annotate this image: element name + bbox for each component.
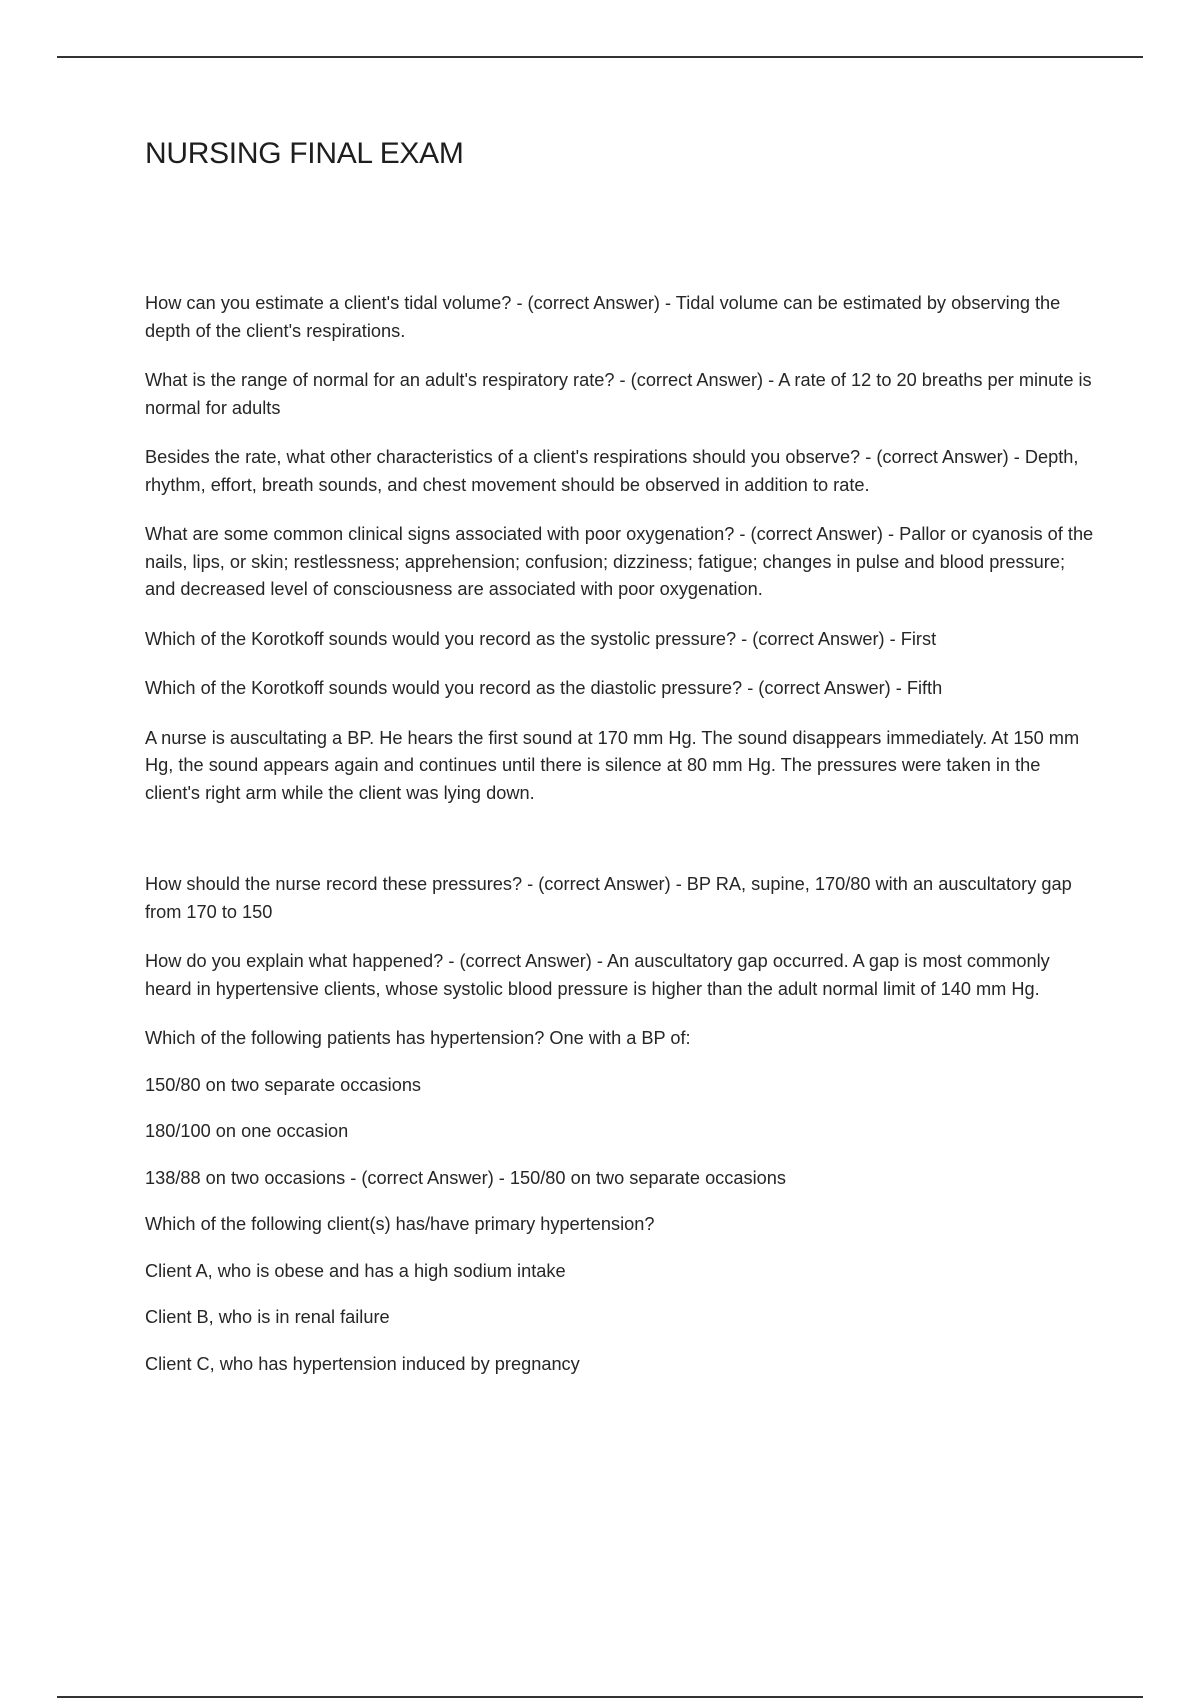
qa-paragraph: Which of the Korotkoff sounds would you record as the systolic pressure? - (correct Answer) - First (145, 628, 937, 649)
answer-option: Client C, who has hypertension induced by pregnancy (145, 1353, 580, 1374)
answer-option: Client B, who is in renal failure (145, 1307, 390, 1327)
answer-option: 180/100 on one occasion (145, 1121, 349, 1141)
qa-paragraph: Besides the rate, what other characteristics of a client's respirations should you observe? - (correct Answer) - Depth, rhythm, effort, breath sounds, and chest movement should be observed in addition to rate. (145, 447, 1079, 495)
qa-paragraph: How can you estimate a client's tidal volume? - (correct Answer) - Tidal volume can be estimated by observing the depth of the client's respirations. (145, 293, 1061, 341)
qa-paragraph: How do you explain what happened? - (correct Answer) - An auscultatory gap occurred. A gap is most commonly heard in hypertensive clients, whose systolic blood pressure is higher than the adult normal limit of 140 mm Hg. (145, 951, 1050, 999)
answer-option: 138/88 on two occasions - (correct Answer) - 150/80 on two separate occasions (145, 1167, 786, 1188)
answer-option: 150/80 on two separate occasions (145, 1074, 422, 1095)
section-gap (145, 829, 1095, 871)
question-paragraph: Which of the following patients has hypertension? One with a BP of: (145, 1028, 691, 1048)
answer-option: Client A, who is obese and has a high sodium intake (145, 1260, 566, 1281)
qa-paragraph: What are some common clinical signs associated with poor oxygenation? - (correct Answer) - Pallor or cyanosis of the nails, lips, or skin; restlessness; apprehension; confusion; dizziness; fatigue; changes in pulse and blood pressure; and decreased level of consciousness are associated with poor oxygenation. (145, 524, 1094, 599)
document-body (145, 290, 1095, 1397)
qa-paragraph: How should the nurse record these pressures? - (correct Answer) - BP RA, supine, 170/80 with an auscultatory gap from 170 to 150 (145, 874, 1072, 922)
top-divider (57, 56, 1143, 58)
qa-paragraph: What is the range of normal for an adult's respiratory rate? - (correct Answer) - A rate of 12 to 20 breaths per minute is normal for adults (145, 370, 1092, 418)
bottom-divider (57, 1696, 1143, 1698)
page-title: NURSING FINAL EXAM (145, 137, 464, 170)
qa-paragraph: Which of the Korotkoff sounds would you record as the diastolic pressure? - (correct Answer) - Fifth (145, 678, 943, 698)
question-paragraph: Which of the following client(s) has/have primary hypertension? (145, 1214, 655, 1234)
scenario-paragraph: A nurse is auscultating a BP. He hears the first sound at 170 mm Hg. The sound disappears immediately. At 150 mm Hg, the sound appears again and continues until there is silence at 80 mm Hg. The pressures were taken in the client's right arm while the client was lying down. (145, 727, 1080, 803)
